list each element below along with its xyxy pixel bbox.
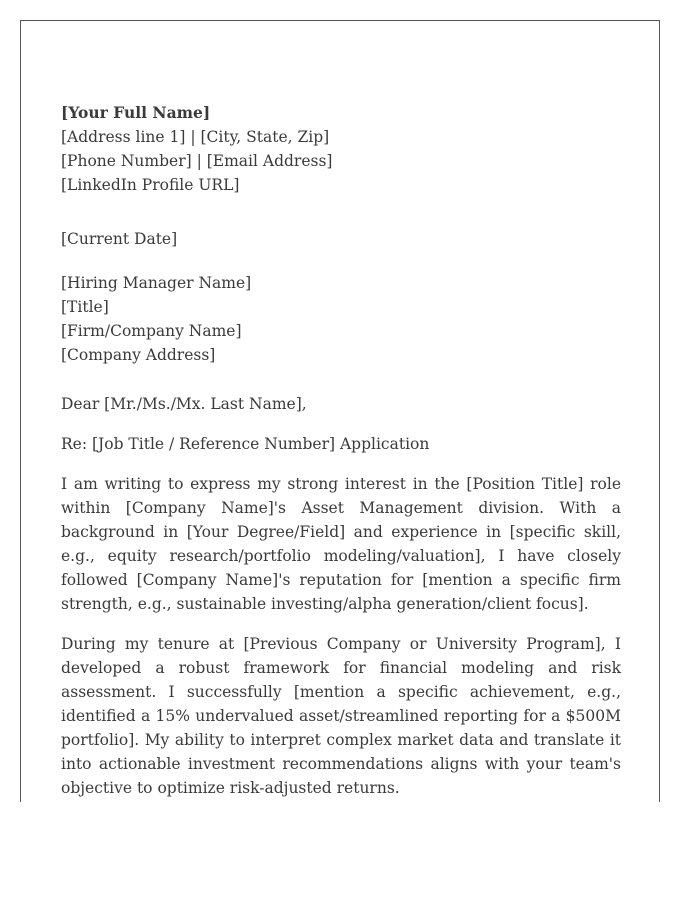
subject-block: [61, 432, 621, 456]
sender-linkedin: [LinkedIn Profile URL]: [61, 176, 240, 194]
recipient-title: [Title]: [61, 298, 109, 316]
date-block: [61, 227, 621, 251]
letter-body: [61, 101, 621, 800]
salutation-block: [61, 392, 621, 416]
letter-date: [Current Date]: [61, 230, 178, 248]
recipient-company: [Firm/Company Name]: [61, 322, 242, 340]
salutation: Dear [Mr./Ms./Mx. Last Name],: [61, 395, 307, 413]
recipient-address: [Company Address]: [61, 346, 216, 364]
sender-contact: [Phone Number] | [Email Address]: [61, 152, 333, 170]
recipient-name: [Hiring Manager Name]: [61, 274, 252, 292]
sender-block: [61, 101, 621, 197]
subject-line: Re: [Job Title / Reference Number] Application: [61, 435, 430, 453]
sender-address: [Address line 1] | [City, State, Zip]: [61, 128, 330, 146]
sender-name: [Your Full Name]: [61, 103, 211, 122]
letter-page: [20, 20, 660, 802]
body-paragraph-1: I am writing to express my strong interest in the [Position Title] role within [Company Name]'s Asset Management division. With a background in [Your Degree/Field] and experience in [specific skill, e.g., equity research/portfolio modeling/valuation], I have closely followed [Company Name]'s reputation for [mention a specific firm strength, e.g., sustainable investing/alpha generation/client focus].: [61, 475, 621, 613]
recipient-block: [61, 271, 621, 367]
body-paragraph-2: During my tenure at [Previous Company or University Program], I developed a robust framework for financial modeling and risk assessment. I successfully [mention a specific achievement, e.g., identified a 15% undervalued asset/streamlined reporting for a $500M portfolio]. My ability to interpret complex market data and translate it into actionable investment recommendations aligns with your team's objective to optimize risk-adjusted returns.: [61, 635, 621, 797]
